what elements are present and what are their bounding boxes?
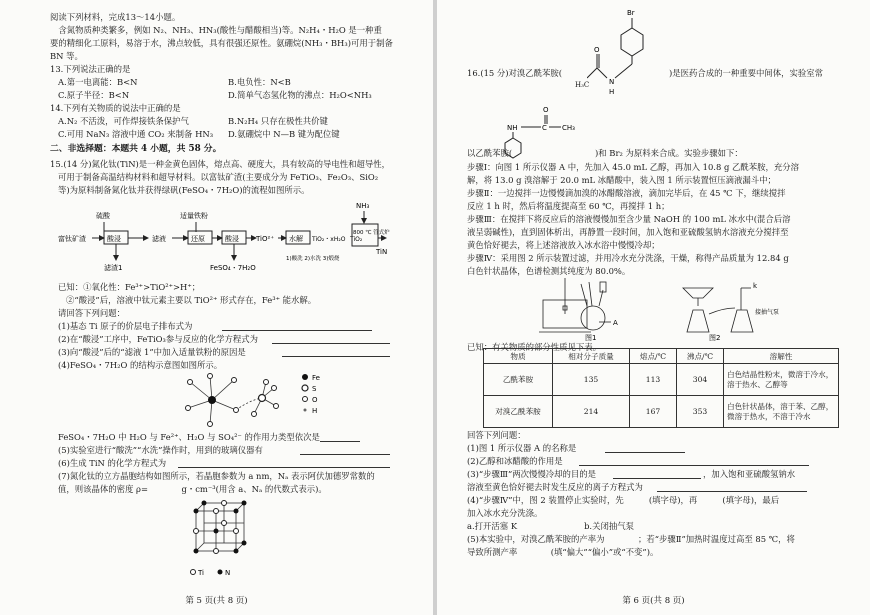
step-line: 液呈弱碱性)，直到固体析出，再静置一段时间，加入饱和亚硫酸氢钠水溶液充分搅拌至 (467, 227, 789, 237)
question-16-4-options: a.打开活塞 K b.关闭抽气泵 (467, 521, 634, 531)
n-atom (242, 501, 247, 506)
legend-n: N (225, 569, 231, 577)
answer-blank[interactable] (657, 483, 807, 492)
legend-o: O (312, 396, 318, 404)
option-14b: B.N₂H₄ 只存在极性共价键 (228, 116, 328, 126)
flow-nh3: NH₃ (356, 202, 370, 210)
legend-fe: Fe (312, 374, 320, 382)
flow-filter1: 滤渣1 (104, 264, 123, 272)
flow-filter: 滤液 (152, 235, 166, 243)
table-cell: 113 (630, 364, 677, 396)
n-atom (242, 541, 247, 546)
ti-atom (234, 529, 239, 534)
section-heading: 二、非选择题：本题共 4 小题，共 58 分。 (50, 144, 222, 154)
s-atom (259, 395, 266, 402)
page-footer: 第 6 页(共 8 页) (622, 596, 685, 606)
question-16-4b: 加入冰水充分洗涤。 (467, 508, 543, 518)
structure-legend (300, 372, 340, 420)
flow-tio2: TiO₂・xH₂O (312, 236, 346, 243)
question-16-1: (1)图 1 所示仪器 A 的名称是 (467, 443, 577, 453)
flow-diagram (56, 198, 396, 276)
label-a: A (613, 319, 618, 327)
q16-line2: 以乙酰苯胺( (467, 148, 513, 158)
flow-tio2b: TiO₂ (350, 236, 363, 243)
o-atom (274, 404, 279, 409)
o-atom (188, 380, 193, 385)
answer-blank[interactable] (613, 470, 701, 479)
exam-page-6 (437, 0, 870, 615)
q16-stem-end: )是医药合成的一种重要中间体，实验室常 (669, 68, 824, 78)
flow-hydro: 水解 (289, 235, 303, 243)
question-15-3: (3)向“酸浸”后的“滤液 1”中加入适量铁粉的原因是 (58, 347, 246, 357)
table-cell: 白色结晶性粉末，微溶于冷水，溶于热水、乙醇等 (724, 364, 839, 396)
ti-atom (222, 501, 227, 506)
n-atom (234, 509, 239, 514)
fe-atom (208, 396, 216, 404)
answer-blank[interactable] (282, 348, 390, 357)
n-atom (194, 549, 199, 554)
flow-acidwash: 酸浸 (225, 235, 239, 243)
flow-furnace: 800 ℃ 管式炉 (353, 230, 390, 236)
answer-blank[interactable] (579, 457, 809, 466)
q15-intro-line: 可用于制备高温结构材料和超导材料。以富钛矿渣(主要成分为 FeTiO₃、Fe₂O₃、SiO₂ (58, 172, 379, 182)
answer-blank[interactable] (178, 459, 390, 468)
page-footer: 第 5 页(共 8 页) (185, 596, 248, 606)
question-16-4: (4)“步骤Ⅳ”中，图 2 装置停止实验时，先 (填字母)，再 (填字母)，最后 (467, 495, 780, 505)
table-cell: 白色针状晶体，溶于苯、乙醇，微溶于热水，不溶于冷水 (724, 396, 839, 428)
o-atom (272, 386, 277, 391)
table-header: 沸点/℃ (677, 349, 724, 364)
option-14c: C.可用 NaN₃ 溶液中通 CO₂ 来制备 HN₃ (58, 129, 214, 139)
option-13d: D.简单气态氢化物的沸点：H₂O<NH₃ (228, 90, 372, 100)
flow-iron: 适量铁粉 (180, 212, 208, 220)
answer-blank[interactable] (605, 444, 685, 453)
h-label: H (609, 88, 615, 96)
table-cell: 214 (553, 396, 630, 428)
option-13a: A.第一电离能：B<N (58, 77, 138, 87)
o-atom (208, 374, 213, 379)
intro-line: 要的精细化工原料，易溶于水，沸点较低，具有很强还原性。氨硼烷(NH₃・BH₃)可用于制备 (50, 38, 393, 48)
table-cell: 乙酰苯胺 (484, 364, 553, 396)
fig1-caption: 图1 (585, 334, 597, 342)
question-15-4: (4)FeSO₄・7H₂O 的结构示意图如图所示。 (58, 360, 223, 370)
option-14d: D.氨硼烷中 N—B 键为配位键 (228, 129, 340, 139)
question-16-2: (2)乙醇和冰醋酸的作用是 (467, 456, 563, 466)
legend-h: H (312, 407, 318, 415)
flow-sulfuric: 硫酸 (96, 212, 110, 220)
answer-blank[interactable] (300, 446, 390, 455)
option-13b: B.电负性：N<B (228, 77, 291, 87)
structure-diagram (170, 370, 300, 430)
n-atom (214, 529, 219, 534)
intro-line: 阅读下列材料，完成13～14小题。 (50, 12, 181, 22)
question-15-5: (5)实验室进行“酸洗”“水洗”操作时，用到的玻璃仪器有 (58, 445, 263, 455)
o-atom (234, 408, 239, 413)
legend-s: S (312, 385, 317, 393)
crystal-legend (188, 566, 258, 578)
table-intro: 已知：有关物质的部分性质见下表。 (467, 342, 601, 352)
figure-2-apparatus (673, 274, 783, 342)
br-label: Br (627, 9, 635, 17)
n-atom (234, 549, 239, 554)
legend-ti: Ti (198, 569, 205, 577)
q16-line2-end: )和 Br₂ 为原料来合成。实验步骤如下： (595, 148, 743, 158)
table-cell: 304 (677, 364, 724, 396)
table-header: 溶解性 (724, 349, 839, 364)
o-atom (186, 406, 191, 411)
o-atom (252, 412, 257, 417)
ti-atom (194, 529, 199, 534)
table-header: 物质 (484, 349, 553, 364)
question-15-7b: 值，则该晶体的密度 ρ= g・cm⁻³(用含 a、Nₐ 的代数式表示)。 (58, 484, 327, 494)
answer-blank[interactable] (222, 322, 372, 331)
flow-ti: TiO²⁺ (256, 235, 275, 243)
flow-tin: TiN (376, 248, 388, 256)
flow-raw: 富钛矿渣 (58, 235, 86, 243)
c-label: C (542, 124, 547, 132)
ti-atom (214, 509, 219, 514)
step-line: 步骤Ⅳ：采用图 2 所示装置过滤，并用冷水充分洗涤，干燥，称得产品质量为 12.84 g (467, 253, 789, 263)
ch3-label: CH₃ (562, 124, 575, 132)
o-label: O (594, 46, 600, 54)
fig2-caption: 图2 (709, 334, 721, 342)
question-16-3-tail: ，加入饱和亚硫酸氢钠水 (703, 469, 796, 479)
step-line: 解，将 13.0 g 溴溶解于 20.0 mL 冰醋酸中，装入图 1 所示装置恒压滴液漏斗中； (467, 175, 776, 185)
question-16-3b: 溶液至黄色恰好褪去时发生反应的离子方程式为 (467, 482, 643, 492)
table-row (484, 364, 839, 396)
known-line: 已知：①氧化性：Fe³⁺>TiO²⁺>H⁺； (58, 282, 201, 292)
exam-page-5 (0, 0, 433, 615)
n-label: N (609, 78, 615, 86)
table-cell: 135 (553, 364, 630, 396)
flow-steps: 1)酸洗 2)水洗 3)煅烧 (286, 256, 340, 262)
acetanilide-structure (499, 104, 589, 160)
table-header: 熔点/℃ (630, 349, 677, 364)
ti-atom (222, 521, 227, 526)
table-cell: 353 (677, 396, 724, 428)
question-15-4b: FeSO₄・7H₂O 中 H₂O 与 Fe²⁺、H₂O 与 SO₄²⁻ 的作用力类型依次是 (58, 432, 320, 442)
o-atom (232, 378, 237, 383)
question-14-stem: 14.下列有关物质的说法中正确的是 (50, 103, 181, 113)
nh-label: NH (507, 124, 518, 132)
option-13c: C.原子半径：B<N (58, 90, 130, 100)
table-cell: 对溴乙酰苯胺 (484, 396, 553, 428)
answer-blank[interactable] (320, 433, 360, 442)
properties-table (483, 348, 839, 428)
q15-intro-line: 15.(14 分)氮化钛(TiN)是一种金黄色固体，熔点高、硬度大，具有较高的导电性和超导性， (50, 159, 391, 169)
question-15-7: (7)氮化钛的立方晶胞结构如图所示，若晶胞参数为 a nm，Nₐ 表示阿伏加德罗常数的 (58, 471, 375, 481)
question-13-stem: 13.下列说法正确的是 (50, 64, 131, 74)
answers-heading: 回答下列问题： (467, 430, 526, 440)
question-15-2: (2)在“酸浸”工序中，FeTiO₃参与反应的化学方程式为 (58, 334, 258, 344)
flow-acid: 酸浸 (107, 235, 121, 243)
question-15-1: (1)基态 Ti 原子的价层电子排布式为 (58, 321, 193, 331)
question-16-5b: 导致所测产率 (填“偏大”“偏小”或“不变”)。 (467, 547, 659, 557)
o-atom (208, 422, 213, 427)
p-bromoacetanilide-structure (587, 6, 667, 98)
question-16-3: (3)“步骤Ⅲ”两次慢慢冷却的目的是 (467, 469, 597, 479)
figure-1-apparatus (537, 276, 647, 342)
q15-intro-line: 等)为原料制备氮化钛并获得绿矾(FeSO₄・7H₂O)的流程如图所示。 (58, 185, 310, 195)
ch3-label: H₃C (575, 81, 590, 89)
table-row (484, 396, 839, 428)
answer-blank[interactable] (272, 335, 390, 344)
known-line: 请回答下列问题： (58, 308, 125, 318)
flow-reduce: 还原 (191, 235, 205, 243)
label-k: k (753, 282, 758, 290)
table-header: 相对分子质量 (553, 349, 630, 364)
question-15-6: (6)生成 TiN 的化学方程式为 (58, 458, 167, 468)
q16-stem: 16.(15 分)对溴乙酰苯胺( (467, 68, 563, 78)
option-14a: A.N₂ 不活泼，可作焊接铁条保护气 (58, 116, 189, 126)
intro-line: 含氮物质种类繁多，例如 N₂、NH₃、HN₃(酸性与醋酸相当)等。N₂H₄・H₂O 是一种重 (50, 25, 382, 35)
n-atom (202, 501, 207, 506)
intro-line: BN 等。 (50, 51, 83, 61)
step-line: 反应 1 h 时，然后将温度提高至 60 ℃，再搅拌 1 h； (467, 201, 670, 211)
step-line: 白色针状晶体，色谱检测其纯度为 80.0%。 (467, 266, 631, 276)
step-line: 黄色恰好褪去，将上述溶液放入冰水浴中慢慢冷却； (467, 240, 660, 250)
flow-green: FeSO₄・7H₂O (210, 264, 256, 272)
pump-label: 接抽气泵 (755, 309, 780, 316)
question-16-5: (5)本实验中，对溴乙酰苯胺的产率为 ；若“步骤Ⅱ”加热时温度过高至 85 ℃，将 (467, 534, 795, 544)
o-label: O (543, 106, 549, 114)
known-line: ②“酸浸”后，溶液中钛元素主要以 TiO²⁺ 形式存在，Fe³⁺ 能水解。 (66, 295, 317, 305)
n-atom (194, 509, 199, 514)
step-line: 步骤Ⅱ：一边搅拌一边慢慢滴加溴的冰醋酸溶液，滴加完毕后，在 45 ℃ 下，继续搅拌 (467, 188, 786, 198)
o-atom (264, 380, 269, 385)
ti-atom (214, 549, 219, 554)
table-header-row (484, 349, 839, 364)
step-line: 步骤Ⅲ：在搅拌下将反应后的溶液慢慢加至含少量 NaOH 的 100 mL 冰水中(混合后溶 (467, 214, 791, 224)
crystal-diagram (190, 497, 250, 563)
table-cell: 167 (630, 396, 677, 428)
step-line: 步骤Ⅰ：向图 1 所示仪器 A 中，先加入 45.0 mL 乙醇，再加入 10.8 g 乙酰苯胺，充分溶 (467, 162, 799, 172)
